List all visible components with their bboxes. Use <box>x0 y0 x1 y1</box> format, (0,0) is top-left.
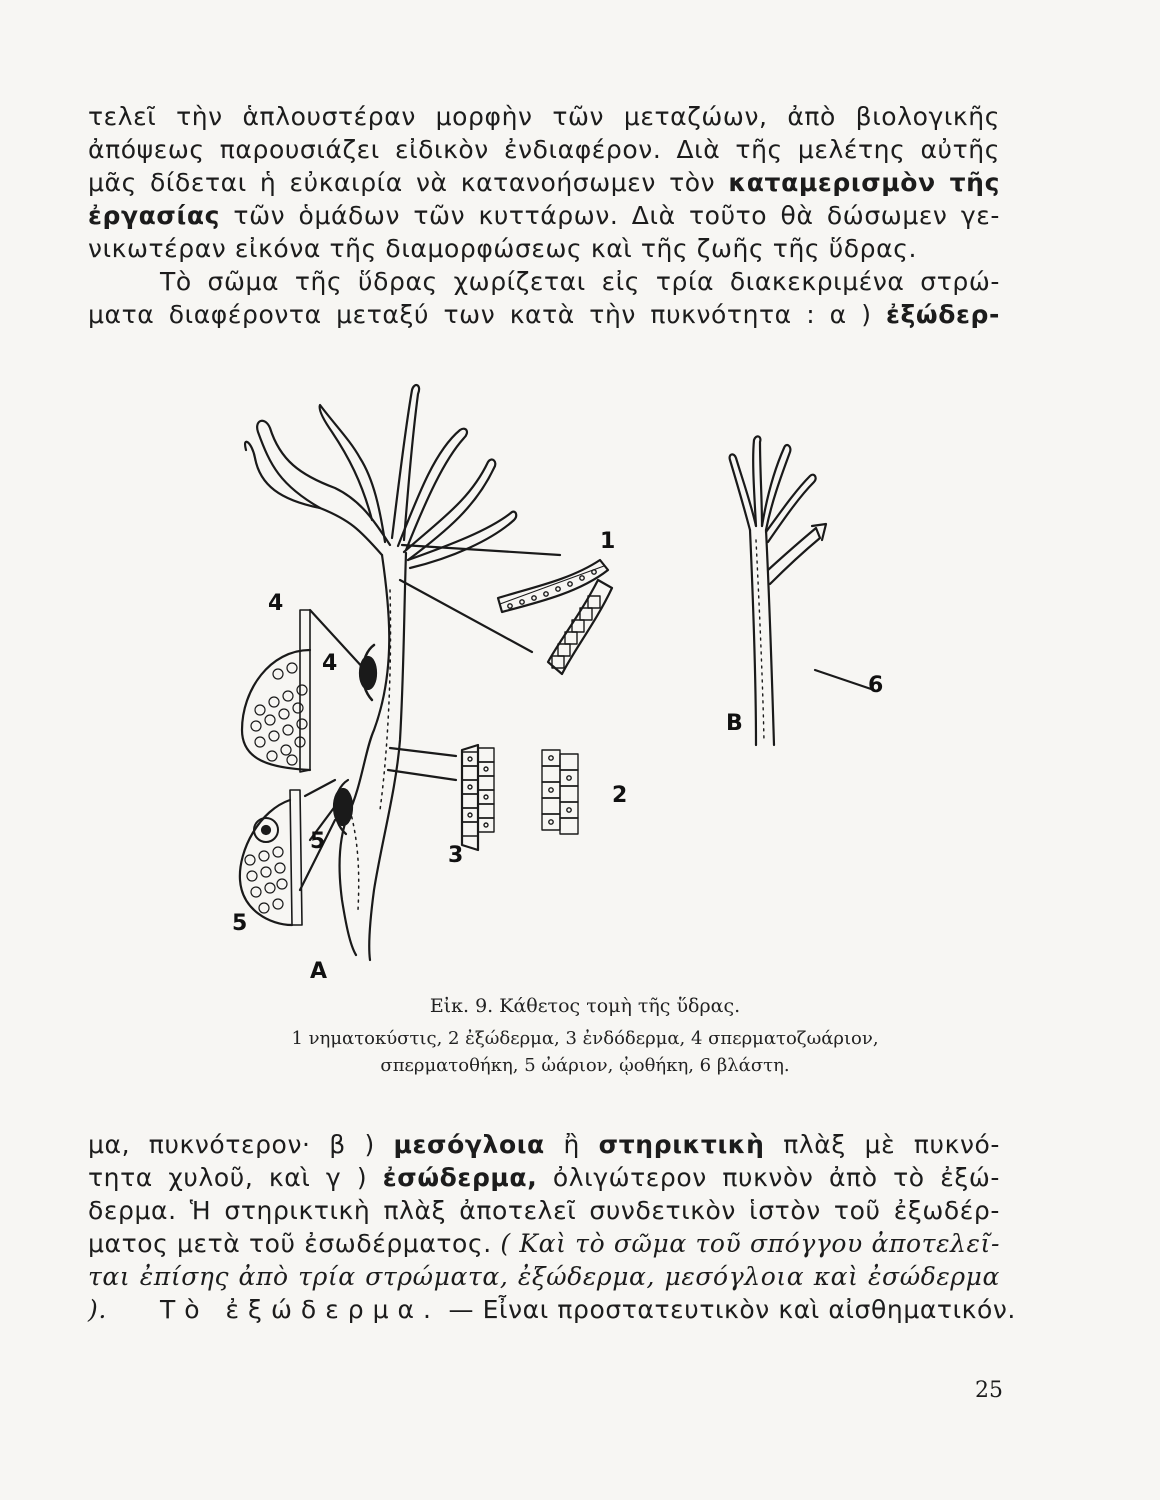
text-line <box>88 298 1000 331</box>
text-line <box>88 1128 1000 1161</box>
hydra-figure <box>160 370 960 990</box>
tentacle <box>408 512 516 568</box>
tentacle <box>257 421 390 555</box>
figure-caption-title: Εἰκ. 9. Κάθετος τομὴ τῆς ὕδρας. <box>429 995 741 1017</box>
text-line <box>88 199 1000 232</box>
bold-term: μεσόγλοια <box>393 1130 545 1159</box>
bold-term: ἐργασίας <box>88 201 221 230</box>
bud-body <box>750 530 774 745</box>
text-line: τελεῖ τὴν ἁπλουστέραν μορφὴν τῶν μεταζώων, ἀπὸ βιολογικῆς <box>88 102 1000 131</box>
spaced-heading: Τὸ ἐξώδερμα. <box>160 1295 440 1324</box>
hydra-illustration <box>160 370 960 990</box>
bud-tentacle <box>730 454 756 530</box>
text-line: δερμα. Ἡ στηρικτικὴ πλὰξ ἀποτελεῖ συνδετικὸν ἱστὸν τοῦ ἐξωδέρ- <box>88 1196 1000 1225</box>
label-6: 6 <box>868 673 884 698</box>
paragraph-layers <box>88 1128 1016 1326</box>
text-line: ται ἐπίσης ἀπὸ τρία στρώματα, ἐξώδερμα, μεσόγλοια καὶ ἐσώδερμα ). <box>88 1262 1000 1324</box>
figure-caption-line: σπερματοθήκη, 5 ὠάριον, ᾠοθήκη, 6 βλάστη. <box>380 1055 790 1076</box>
label-5-body: 5 <box>310 829 326 854</box>
hydra-body-left <box>340 555 390 955</box>
text-line: ἀπόψεως παρουσιάζει εἰδικὸν ἐνδιαφέρον. Διὰ τῆς μελέτης αὐτῆς <box>88 135 1000 164</box>
bold-term: ἐξώδερ- <box>886 300 1000 329</box>
label-4-inset: 4 <box>268 591 284 616</box>
text-span: — Εἶναι προστατευτικὸν καὶ αἰσθηματικόν. <box>448 1295 1016 1324</box>
bold-term: καταμερισμὸν τῆς <box>728 168 1000 197</box>
text-span: πλὰξ μὲ πυκνό- <box>783 1130 1001 1159</box>
text-line <box>88 1227 1000 1260</box>
label-4-body: 4 <box>322 651 338 676</box>
bud-tentacle <box>766 475 816 542</box>
label-3: 3 <box>448 843 464 868</box>
text-span: ἢ <box>563 1130 580 1159</box>
label-2: 2 <box>612 783 628 808</box>
text-span: μᾶς δίδεται ἡ εὐκαιρία νὰ κατανοήσωμεν τὸν <box>88 168 716 197</box>
bud-tentacle <box>753 436 762 526</box>
bold-term: στηρικτικὴ <box>598 1130 765 1159</box>
text-line <box>88 1293 1016 1326</box>
text-span: ὀλιγώτερον πυκνὸν ἀπὸ τὸ ἐξώ- <box>552 1163 1001 1192</box>
figure-caption-line: 1 νηματοκύστις, 2 ἐξώδερμα, 3 ἐνδόδερμα, 4 σπερματοζωάριον, <box>291 1028 879 1049</box>
label-5-inset: 5 <box>232 911 248 936</box>
text-span: τητα χυλοῦ, καὶ γ ) <box>88 1163 368 1192</box>
text-span: τῶν ὁμάδων τῶν κυττάρων. Διὰ τοῦτο θὰ δώσωμεν γε- <box>233 201 1001 230</box>
label-B: B <box>726 711 743 736</box>
page-number: 25 <box>975 1378 1003 1403</box>
text-line: Τὸ σῶμα τῆς ὕδρας χωρίζεται εἰς τρία διακεκριμένα στρώ- <box>160 267 1000 296</box>
text-line <box>88 1161 1000 1194</box>
label-A: A <box>310 959 328 984</box>
paragraph-intro <box>88 100 1000 331</box>
text-span: ματα διαφέροντα μεταξύ των κατὰ τὴν πυκνότητα : α ) <box>88 300 872 329</box>
text-line: νικωτέραν εἰκόνα τῆς διαμορφώσεως καὶ τῆς ζωῆς τῆς ὕδρας. <box>88 234 918 263</box>
text-span: μα, πυκνότερον· β ) <box>88 1130 375 1159</box>
label-1: 1 <box>600 529 616 554</box>
text-span: ματος μετὰ τοῦ ἐσωδέρματος. <box>88 1229 492 1258</box>
italic-text: ( Καὶ τὸ σῶμα τοῦ σπόγγου ἀποτελεῖ- <box>500 1229 1000 1258</box>
tentacle <box>392 385 419 540</box>
bold-term: ἐσώδερμα, <box>382 1163 538 1192</box>
text-line <box>88 166 1000 199</box>
